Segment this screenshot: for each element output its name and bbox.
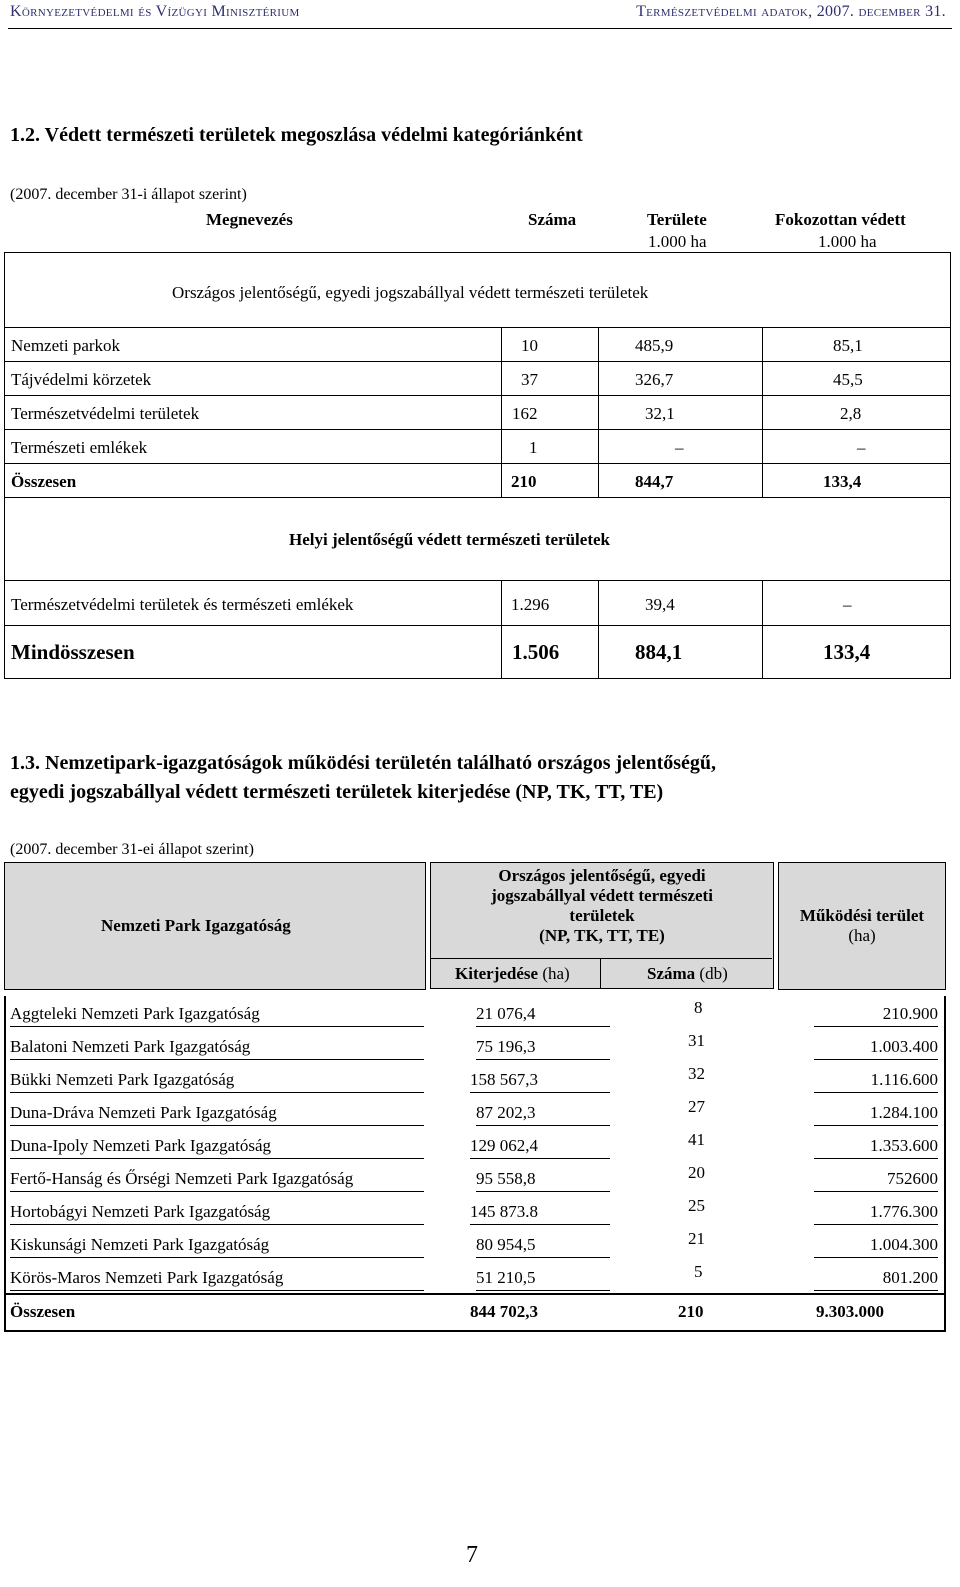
section2-title-line2: egyedi jogszabállyal védett természeti területek kiterjedése (NP, TK, TT, TE) <box>10 781 664 803</box>
table-row: Természetvédelmi területek 162 32,1 2,8 <box>5 396 950 430</box>
col-ext-header: Kiterjedése <box>455 964 539 983</box>
grid-line <box>501 581 502 678</box>
col-num-header: Száma <box>647 964 696 983</box>
table-row: Aggteleki Nemzeti Park Igazgatóság 21 076,4 8 210.900 <box>4 996 944 1029</box>
table-row: Körös-Maros Nemzeti Park Igazgatóság 51 210,5 5 801.200 <box>4 1260 944 1293</box>
col-num-unit: (db) <box>699 964 728 983</box>
col-op-header: Működési terület <box>799 906 925 925</box>
page-number: 7 <box>466 1542 478 1568</box>
col-dir-header-cell <box>4 862 426 990</box>
table-row: Duna-Dráva Nemzeti Park Igazgatóság 87 202,3 27 1.284.100 <box>4 1095 944 1128</box>
grid-line <box>762 328 763 498</box>
group1-title-row <box>5 253 950 328</box>
group2-title: Helyi jelentőségű védett természeti területek <box>289 530 610 549</box>
col-ext-header-cell <box>430 959 601 989</box>
section1-title: 1.2. Védett természeti területek megoszlása védelmi kategóriánként <box>10 124 583 146</box>
grid-line <box>598 581 599 678</box>
header-ministry: Környezetvédelmi és Vízügyi Minisztérium <box>10 3 300 20</box>
section1-note: (2007. december 31-i állapot szerint) <box>10 186 247 203</box>
col-group-header-cell: Országos jelentőségű, egyedi jogszabállyal védett természeti területek (NP, TK, TT, TE) <box>430 862 774 959</box>
grid-line <box>762 581 763 678</box>
local-row: Természetvédelmi területek és természeti emlékek 1.296 39,4 – <box>5 581 950 626</box>
protected-areas-table <box>4 252 951 679</box>
table-row: Bükki Nemzeti Park Igazgatóság 158 567,3 32 1.116.600 <box>4 1062 944 1095</box>
total-row: Összesen 844 702,3 210 9.303.000 <box>10 1302 884 1321</box>
group2-title-row <box>5 498 950 581</box>
table-row: Duna-Ipoly Nemzeti Park Igazgatóság 129 062,4 41 1.353.600 <box>4 1128 944 1161</box>
table-row: Hortobágyi Nemzeti Park Igazgatóság 145 873.8 25 1.776.300 <box>4 1194 944 1227</box>
col-dir-header: Nemzeti Park Igazgatóság <box>101 916 291 935</box>
col-area-unit: 1.000 ha <box>648 232 707 251</box>
table-row: Nemzeti parkok 10 485,9 85,1 <box>5 328 950 362</box>
section2-note: (2007. december 31-ei állapot szerint) <box>10 841 254 858</box>
header-divider <box>8 28 952 29</box>
col-op-header-cell <box>778 862 946 990</box>
col-op-unit: (ha) <box>848 926 876 945</box>
col-area-header: Területe <box>647 210 707 229</box>
group1-title: Országos jelentőségű, egyedi jogszabállyal védett természeti területek <box>172 283 649 302</box>
grand-total-row: Mindösszesen 1.506 884,1 133,4 <box>11 640 871 664</box>
col-ext-unit: (ha) <box>542 964 570 983</box>
table-row: Fertő-Hanság és Őrségi Nemzeti Park Igazgatóság 95 558,8 20 752600 <box>4 1161 944 1194</box>
total-row: Összesen 210 844,7 133,4 <box>5 464 950 498</box>
col-strict-unit: 1.000 ha <box>818 232 877 251</box>
grid-line <box>501 328 502 498</box>
table-row: Természeti emlékek 1 – – <box>5 430 950 464</box>
col-num-header-cell <box>600 959 774 989</box>
table-row: Kiskunsági Nemzeti Park Igazgatóság 80 954,5 21 1.004.300 <box>4 1227 944 1260</box>
col-strict-header: Fokozottan védett <box>775 210 906 229</box>
table-row: Tájvédelmi körzetek 37 326,7 45,5 <box>5 362 950 396</box>
col-name-header: Megnevezés <box>206 210 293 229</box>
col-count-header: Száma <box>528 210 577 229</box>
grid-line <box>598 328 599 498</box>
table-row: Balatoni Nemzeti Park Igazgatóság 75 196,3 31 1.003.400 <box>4 1029 944 1062</box>
header-report-title: Természetvédelmi adatok, 2007. december 31. <box>636 3 946 20</box>
section2-title-line1: 1.3. Nemzetipark-igazgatóságok működési területén található országos jelentőségű, <box>10 752 717 774</box>
